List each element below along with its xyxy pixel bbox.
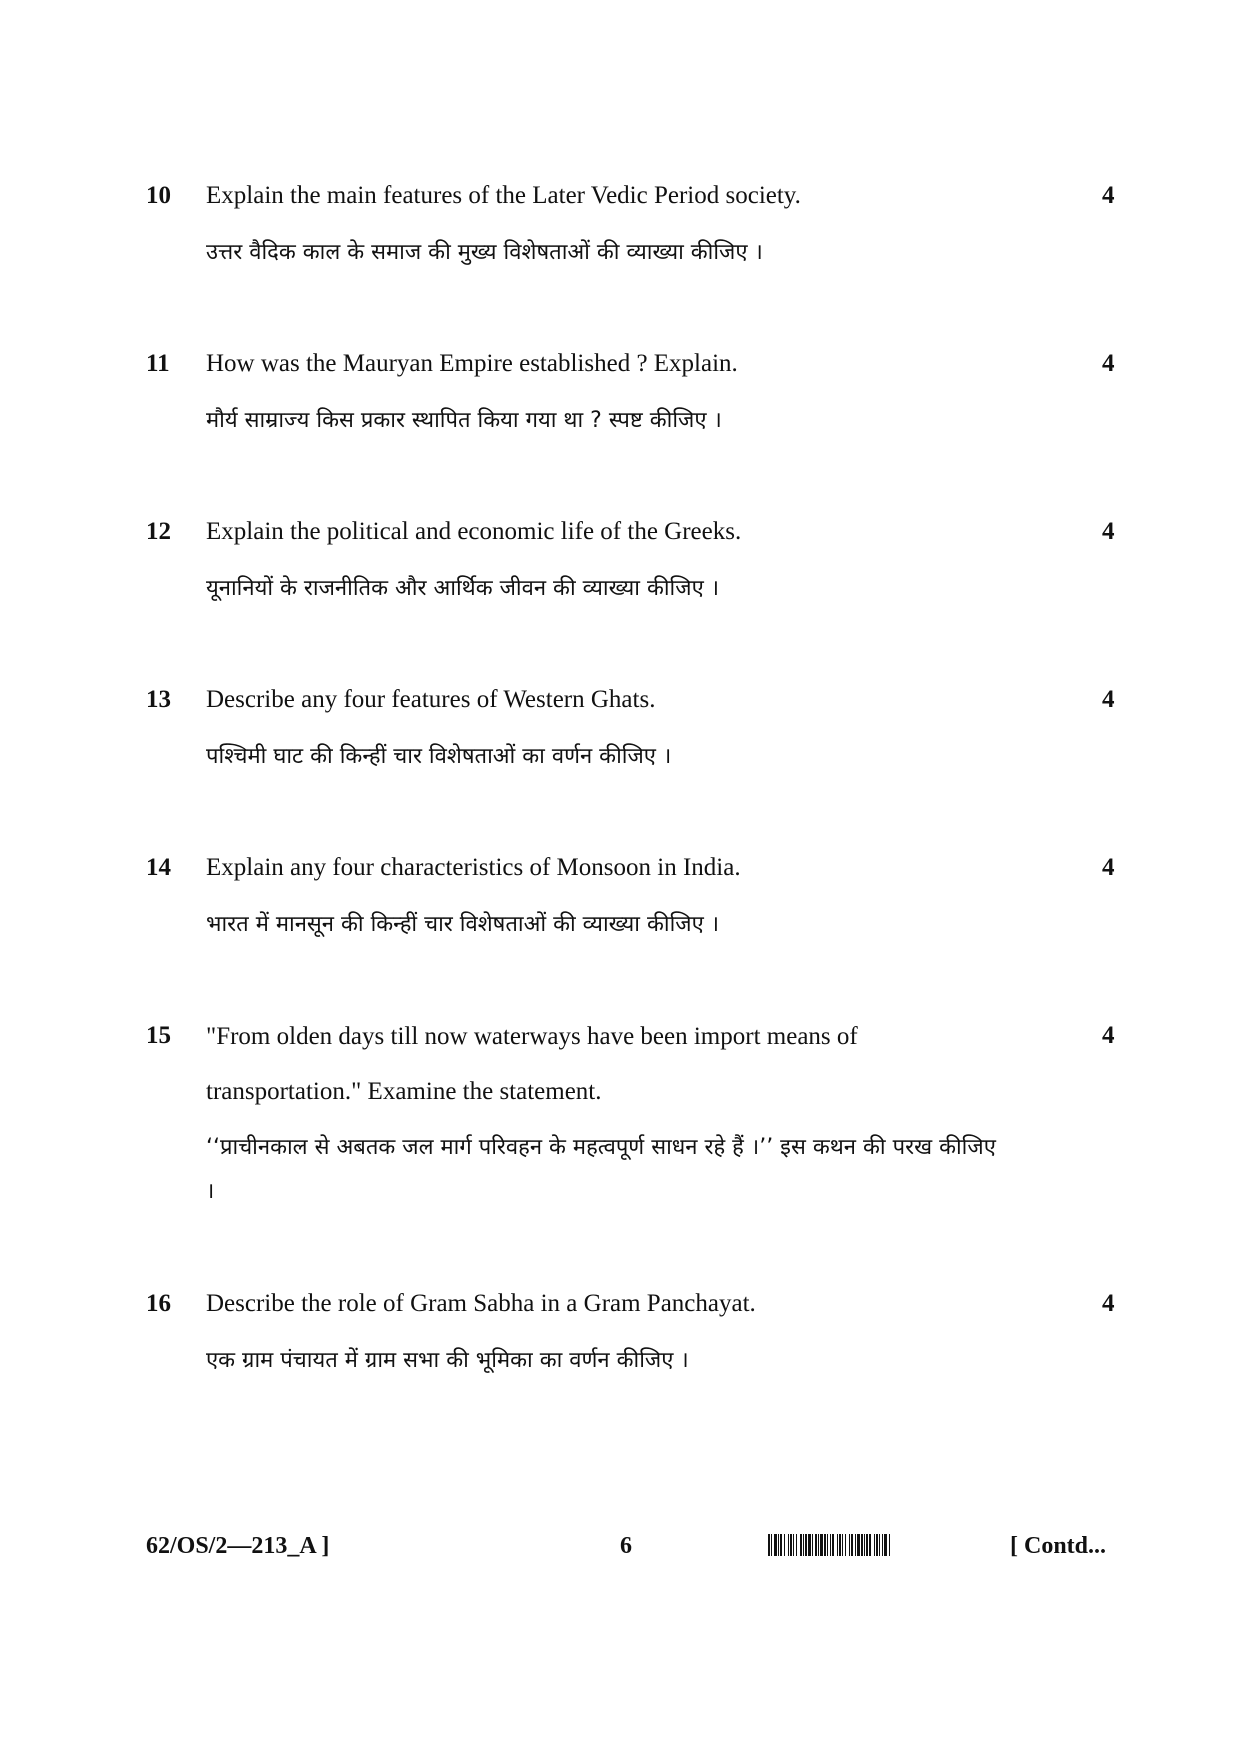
- question-text-hindi: यूनानियों के राजनीतिक और आर्थिक जीवन की व्याख्या कीजिए ।: [206, 576, 720, 601]
- question-marks: 4: [1102, 1290, 1115, 1317]
- question-marks: 4: [1102, 686, 1115, 713]
- page-footer: [0, 1530, 1240, 1566]
- continued-label: [ Contd...: [1010, 1533, 1107, 1559]
- question-text-hindi: ‘‘प्राचीनकाल से अबतक जल मार्ग परिवहन के महत्वपूर्ण साधन रहे हैं ।’’ इस कथन की परख कीजिए ।: [206, 1135, 996, 1204]
- question-number: 15: [146, 1022, 171, 1049]
- paper-code: 62/OS/2—213_A ]: [146, 1533, 330, 1559]
- question-text-hindi: भारत में मानसून की किन्हीं चार विशेषताओं की व्याख्या कीजिए ।: [206, 912, 720, 937]
- question-text-english: "From olden days till now waterways have been import means of transportation." Examine the statement.: [206, 1023, 858, 1105]
- question-text-hindi: पश्चिमी घाट की किन्हीं चार विशेषताओं का वर्णन कीजिए ।: [206, 744, 672, 769]
- question-number: 16: [146, 1290, 171, 1317]
- question-text-hindi: एक ग्राम पंचायत में ग्राम सभा की भूमिका का वर्णन कीजिए ।: [206, 1348, 689, 1373]
- question-text-hindi: उत्तर वैदिक काल के समाज की मुख्य विशेषताओं की व्याख्या कीजिए ।: [206, 240, 763, 265]
- question-text-english: Explain any four characteristics of Monsoon in India.: [206, 854, 741, 881]
- question-marks: 4: [1102, 182, 1115, 209]
- barcode: [768, 1534, 990, 1556]
- question-marks: 4: [1102, 854, 1115, 881]
- question-text-english: Describe any four features of Western Ghats.: [206, 686, 656, 713]
- question-text-english: Describe the role of Gram Sabha in a Gram Panchayat.: [206, 1290, 756, 1317]
- question-text-english: Explain the political and economic life of the Greeks.: [206, 518, 742, 545]
- question-number: 13: [146, 686, 171, 713]
- question-marks: 4: [1102, 350, 1115, 377]
- question-number: 12: [146, 518, 171, 545]
- question-marks: 4: [1102, 518, 1115, 545]
- question-text-english: Explain the main features of the Later Vedic Period society.: [206, 182, 801, 209]
- question-marks: 4: [1102, 1022, 1115, 1049]
- question-number: 10: [146, 182, 171, 209]
- page-number: 6: [620, 1533, 632, 1559]
- question-text-hindi: मौर्य साम्राज्य किस प्रकार स्थापित किया गया था ? स्पष्ट कीजिए ।: [206, 408, 722, 433]
- barcode-bar: [890, 1534, 891, 1556]
- question-text-english: How was the Mauryan Empire established ? Explain.: [206, 350, 738, 377]
- question-number: 14: [146, 854, 171, 881]
- question-number: 11: [146, 350, 170, 377]
